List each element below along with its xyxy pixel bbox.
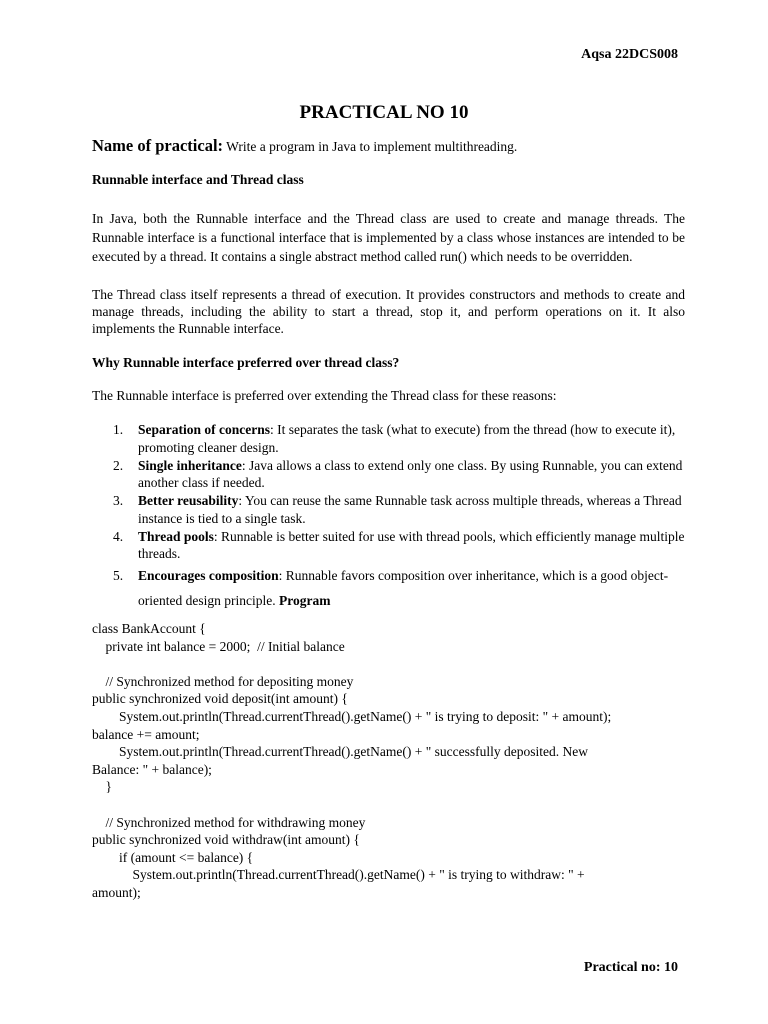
name-of-practical — [92, 136, 692, 156]
header-author: Aqsa 22DCS008 — [581, 47, 678, 62]
list-item — [92, 528, 687, 563]
list-item-text: : Runnable is better suited for use with thread pools, which efficiently manage multiple threads. — [138, 528, 685, 561]
code-line: amount); — [92, 884, 141, 900]
list-item — [92, 457, 687, 492]
list-item-term: Thread pools — [138, 528, 214, 544]
code-line: // Synchronized method for withdrawing money — [92, 814, 366, 830]
code-line: System.out.println(Thread.currentThread().getName() + " is trying to deposit: " + amount); — [92, 708, 612, 724]
code-line: Balance: " + balance); — [92, 761, 212, 777]
list-item-term: Encourages composition — [138, 568, 279, 583]
paragraph-runnable-description: In Java, both the Runnable interface and the Thread class are used to create and manage threads. The Runnable interface is a functional interface that is implemented by a class whose instances are intended to be executed by a thread. It contains a single abstract method called run() which needs to be overridden. — [92, 211, 685, 264]
reasons-list — [92, 421, 687, 614]
code-line: System.out.println(Thread.currentThread().getName() + " successfully deposited. New — [92, 744, 588, 760]
code-block — [92, 620, 692, 902]
code-line: // Synchronized method for depositing money — [92, 673, 354, 689]
list-item — [92, 421, 687, 456]
code-line: } — [92, 779, 112, 795]
list-item-term: Better reusability — [138, 493, 239, 508]
list-item — [92, 563, 687, 613]
list-item-number: 1. — [113, 422, 124, 437]
code-line: balance += amount; — [92, 726, 200, 742]
name-of-practical-text: Write a program in Java to implement multithreading. — [223, 139, 518, 154]
list-item — [92, 492, 687, 527]
code-line: System.out.println(Thread.currentThread().getName() + " is trying to withdraw: " + — [92, 867, 585, 883]
reasons-intro: The Runnable interface is preferred over extending the Thread class for these reasons: — [92, 388, 557, 403]
section-heading-runnable-thread: Runnable interface and Thread class — [92, 172, 304, 187]
list-item-number: 2. — [113, 457, 124, 473]
section-heading-why-runnable: Why Runnable interface preferred over thread class? — [92, 355, 400, 370]
list-item-text: : Java allows a class to extend only one class. By using Runnable, you can extend another class if needed. — [138, 457, 683, 490]
list-item-text: : It separates the task (what to execute) from the thread (how to execute it), promoting cleaner design. — [138, 422, 676, 455]
list-item-number: 5. — [113, 568, 124, 583]
footer-practical-number: Practical no: 10 — [583, 960, 678, 975]
list-item-number: 3. — [113, 493, 124, 508]
list-item-number: 4. — [113, 528, 124, 544]
code-line — [92, 796, 692, 814]
list-item-text: : Runnable favors composition over inheritance, which is a good object-oriented design principle. — [138, 568, 669, 608]
code-line — [92, 655, 692, 673]
name-of-practical-label: Name of practical: — [92, 136, 224, 155]
code-line: private int balance = 2000; // Initial balance — [92, 638, 345, 654]
list-item-term: Separation of concerns — [138, 422, 270, 437]
paragraph-thread-description: The Thread class itself represents a thread of execution. It provides constructors and methods to create and manage threads, including the ability to start a thread, stop it, and perform operations on it. It also implements the Runnable interface. — [92, 287, 685, 336]
program-label: Program — [278, 593, 331, 608]
code-line: class BankAccount { — [92, 621, 206, 636]
page-title: PRACTICAL NO 10 — [299, 102, 469, 123]
code-line: if (amount <= balance) { — [92, 849, 254, 865]
code-line: public synchronized void withdraw(int amount) { — [92, 832, 360, 848]
list-item-text: : You can reuse the same Runnable task across multiple threads, whereas a Thread instance is tied to a single task. — [138, 493, 682, 526]
code-line: public synchronized void deposit(int amount) { — [92, 691, 348, 707]
list-item-term: Single inheritance — [138, 457, 242, 473]
